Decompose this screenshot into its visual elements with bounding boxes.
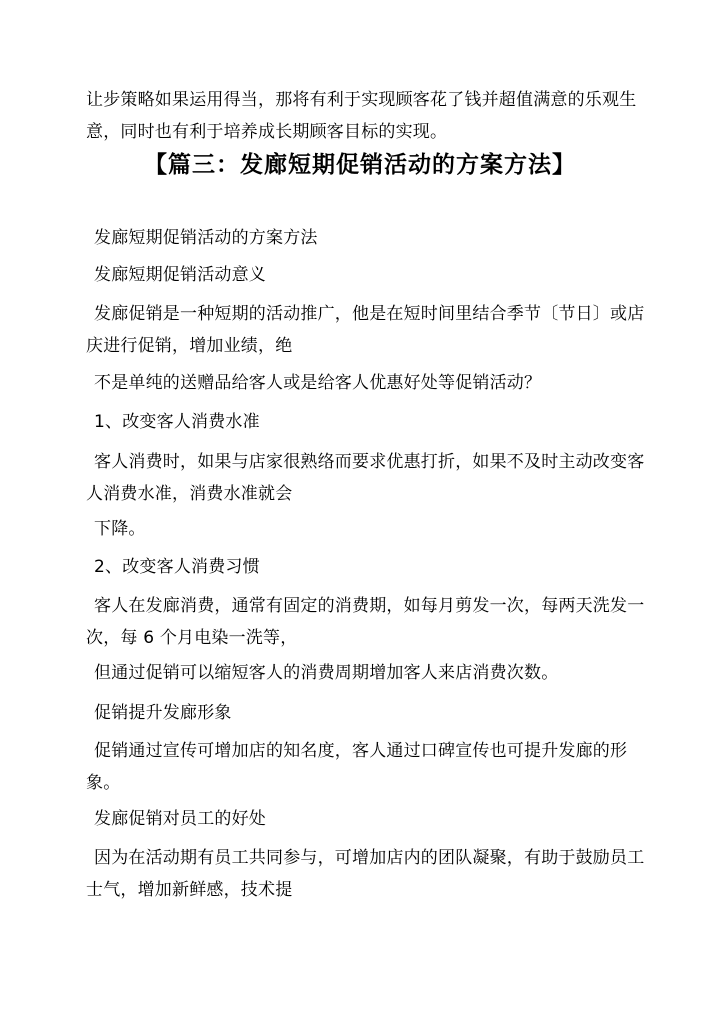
- paragraph-point-1-body: 客人消费时，如果与店家很熟络而要求优惠打折，如果不及时主动改变客人消费水准，消费水准就会: [86, 452, 645, 504]
- paragraph-point-2-body: 客人在发廊消费，通常有固定的消费期，如每月剪发一次，每两天洗发一次，每 6 个月电染一洗等，: [86, 596, 645, 648]
- paragraph-not-just-gifts: 不是单纯的送赠品给客人或是给客人优惠好处等促销活动？: [94, 373, 542, 393]
- paragraph-significance-heading: 发廊短期促销活动意义: [94, 265, 266, 285]
- intro-paragraph: 让步策略如果运用得当，那将有利于实现顾客花了钱并超值满意的乐观生意，同时也有利于培养成长期顾客目标的实现。: [86, 90, 637, 142]
- section-title: 【篇三：发廊短期促销活动的方案方法】: [144, 152, 576, 178]
- paragraph-promotion-definition: 发廊促销是一种短期的活动推广，他是在短时间里结合季节〔节日〕或店庆进行促销，增加业绩，绝: [86, 304, 645, 356]
- paragraph-staff-heading: 发廊促销对员工的好处: [94, 809, 266, 829]
- paragraph-image-heading: 促销提升发廊形象: [94, 703, 232, 723]
- paragraph-point-2-heading: 2、改变客人消费习惯: [94, 557, 260, 577]
- paragraph-point-1-heading: 1、改变客人消费水准: [94, 412, 260, 432]
- paragraph-staff-body: 因为在活动期有员工共同参与，可增加店内的团队凝聚，有助于鼓励员工士气，增加新鲜感，技术提: [86, 848, 645, 900]
- paragraph-point-2-end: 但通过促销可以缩短客人的消费周期增加客人来店消费次数。: [94, 663, 559, 683]
- paragraph-image-body: 促销通过宣传可增加店的知名度，客人通过口碑宣传也可提升发廊的形象。: [86, 741, 628, 793]
- paragraph-point-1-end: 下降。: [94, 519, 146, 539]
- paragraph-title-repeat: 发廊短期促销活动的方案方法: [94, 228, 318, 248]
